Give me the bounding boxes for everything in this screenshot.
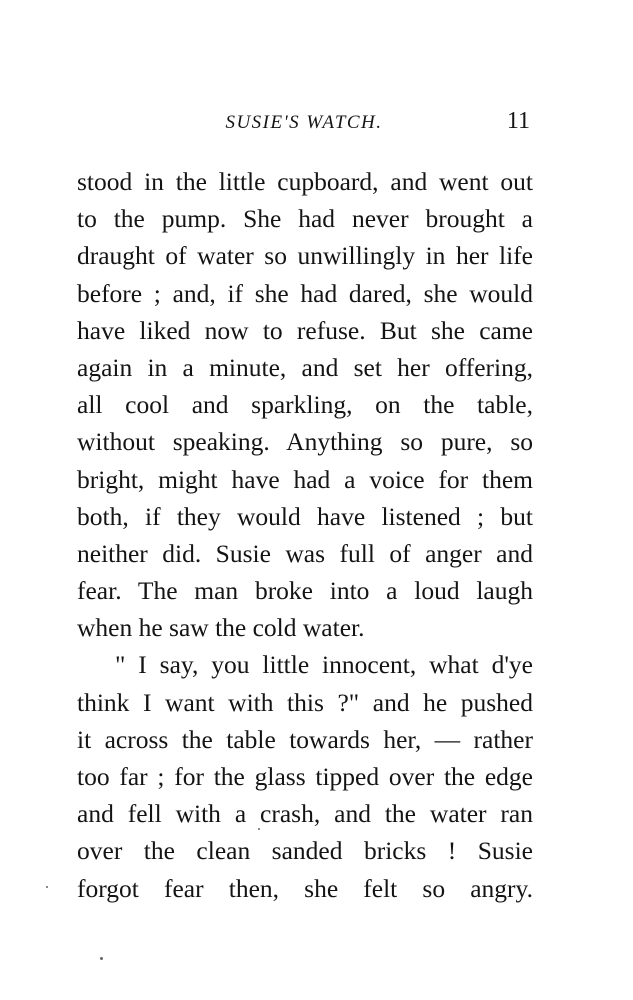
text-line: fear. The man broke into a loud laugh: [77, 576, 533, 606]
text-line: stood in the little cupboard, and went out: [77, 167, 533, 196]
text-line: to the pump. She had never brought a: [77, 204, 533, 234]
text-line-paragraph-end: when he saw the cold water.: [77, 613, 365, 643]
text-line-paragraph-start: " I say, you little innocent, what d'ye: [115, 650, 533, 680]
text-line: all cool and sparkling, on the table,: [77, 390, 533, 420]
running-head: [78, 108, 530, 138]
text-line: both, if they would have listened ; but: [77, 501, 533, 531]
paper-speck: [46, 886, 48, 888]
paper-speck: [100, 957, 103, 960]
text-line: draught of water so unwillingly in her life: [77, 241, 533, 271]
paper-speck: [258, 828, 260, 830]
text-line: think I want with this ?" and he pushed: [77, 687, 533, 717]
text-line: too far ; for the glass tipped over the edge: [77, 762, 533, 791]
text-line: before ; and, if she had dared, she would: [77, 278, 533, 308]
text-line: over the clean sanded bricks ! Susie: [77, 836, 533, 866]
text-line: have liked now to refuse. But she came: [77, 315, 533, 345]
text-line: bright, might have had a voice for them: [77, 464, 533, 494]
text-line: it across the table towards her, — rather: [77, 724, 533, 754]
text-line: forgot fear then, she felt so angry.: [77, 873, 533, 903]
page-number: 11: [506, 108, 530, 134]
text-line: and fell with a crash, and the water ran: [77, 799, 533, 829]
running-title: SUSIE'S WATCH.: [225, 112, 383, 133]
body-text: [77, 163, 533, 907]
text-line: without speaking. Anything so pure, so: [77, 427, 533, 457]
text-line: neither did. Susie was full of anger and: [77, 538, 533, 568]
text-line: again in a minute, and set her offering,: [77, 352, 533, 382]
